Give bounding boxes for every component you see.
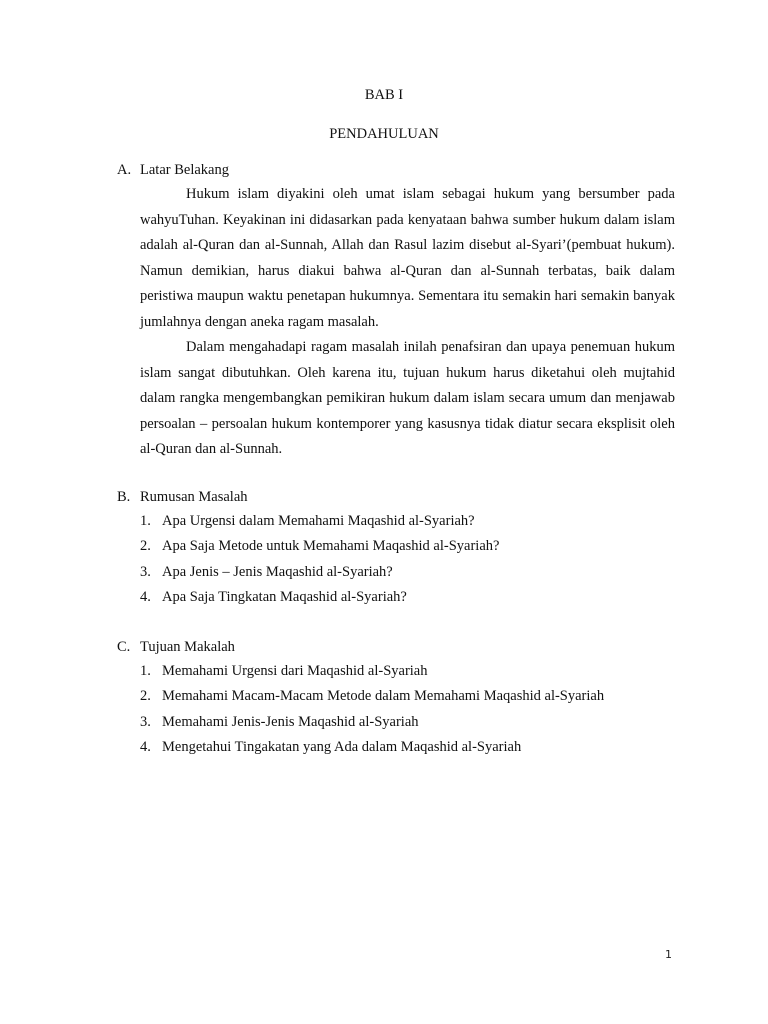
section-letter: A. [117,162,132,178]
section-heading-c [117,639,235,656]
list-number: 4. [140,589,151,606]
chapter-title: PENDAHULUAN [329,126,439,142]
paragraph-text: Hukum islam diyakini oleh umat islam sebagai hukum yang bersumber pada wahyuTuhan. Keyakinan ini didasarkan pada kenyataan bahwa sumber hukum dalam islam adalah al-Quran dan al-Sunnah, Allah dan Rasul lazim disebut al-Syari’(pembuat hukum). Namun demikian, harus diakui bahwa al-Quran dan al-Sunnah terbatas, baik dalam peristiwa maupun waktu penetapan hukumnya. Sementara itu semakin hari semakin banyak jumlahnya dengan aneka ragam masalah. [140,186,675,330]
list-text: Mengetahui Tingakatan yang Ada dalam Maqashid al-Syariah [162,739,522,756]
paragraph-text: Dalam mengahadapi ragam masalah inilah penafsiran dan upaya penemuan hukum islam sangat dibutuhkan. Oleh karena itu, tujuan hukum harus diketahui oleh mujtahid dalam rangka mengembangkan pemikiran hukum dalam islam secara umum dan menjawab persoalan – persoalan hukum kontemporer yang kasusnya tidak diatur secara eksplisit oleh al-Quran dan al-Sunnah. [140,339,675,458]
section-letter: C. [117,639,131,655]
section-title: Rumusan Masalah [140,489,248,505]
list-item [140,684,604,709]
list-number: 1. [140,513,151,529]
section-title: Tujuan Makalah [140,639,235,655]
list-number: 4. [140,739,151,756]
section-heading-b [117,489,248,506]
list-item [140,735,604,760]
list-item [140,534,499,559]
list-item [140,585,499,610]
paragraph [140,182,675,336]
list-text: Memahami Macam-Macam Metode dalam Memahami Maqashid al-Syariah [162,688,605,705]
list-number: 3. [140,563,151,580]
paragraph [140,335,675,463]
problem-list [140,509,499,611]
list-item [140,509,499,534]
chapter-label: BAB I [364,87,404,103]
list-text: Apa Saja Metode untuk Memahami Maqashid al-Syariah? [162,538,500,555]
list-item [140,710,604,735]
list-number: 2. [140,688,151,705]
section-letter: B. [117,489,131,505]
list-number: 3. [140,713,151,730]
list-item [140,659,604,684]
list-text: Memahami Jenis-Jenis Maqashid al-Syariah [162,713,419,730]
list-text: Apa Urgensi dalam Memahami Maqashid al-Syariah? [162,513,475,529]
list-number: 2. [140,538,151,555]
objective-list [140,659,604,761]
list-number: 1. [140,663,151,679]
section-heading-a [117,162,229,179]
list-text: Memahami Urgensi dari Maqashid al-Syariah [162,663,428,679]
list-text: Apa Saja Tingkatan Maqashid al-Syariah? [162,589,407,606]
section-title: Latar Belakang [140,162,229,178]
list-item [140,560,499,585]
list-text: Apa Jenis – Jenis Maqashid al-Syariah? [162,563,393,580]
page-number: 1 [665,948,672,961]
